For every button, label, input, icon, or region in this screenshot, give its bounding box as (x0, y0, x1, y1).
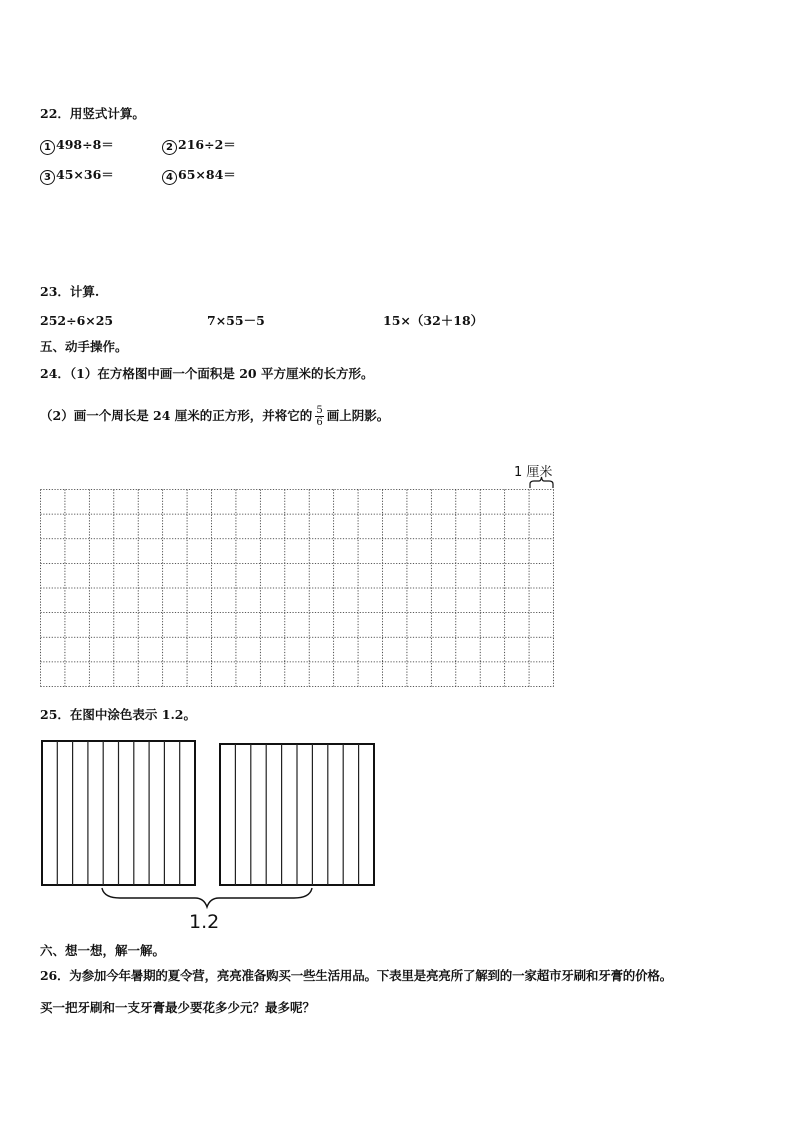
q22-expr-3: 45×36＝ (56, 167, 114, 182)
fraction-five-sixths (315, 405, 323, 428)
q22-expr-4: 65×84＝ (178, 167, 236, 182)
q23-expr-3: 15×（32＋18） (383, 313, 484, 328)
q22-title: 22．用竖式计算。 (40, 106, 145, 121)
section-5-heading: 五、动手操作。 (40, 339, 128, 354)
decimal-box-left[interactable] (41, 740, 196, 886)
curly-brace-icon (100, 886, 314, 908)
q26-line1: 26．为参加今年暑期的夏令营，亮亮准备购买一些生活用品。下表里是亮亮所了解到的一家超市牙刷和牙膏的价格。 (40, 968, 672, 983)
circled-number-1: 1 (40, 140, 55, 155)
q22-expr-2: 216÷2＝ (178, 137, 236, 152)
q23-expr-1: 252÷6×25 (40, 313, 114, 328)
q24-part2-tail: 画上阴影。 (326, 408, 390, 423)
circled-number-3: 3 (40, 170, 55, 185)
q24-part1: 24．（1）在方格图中画一个面积是 20 平方厘米的长方形。 (40, 366, 374, 381)
q26-line2: 买一把牙刷和一支牙膏最少要花多少元？最多呢？ (40, 1000, 316, 1015)
q22-item-3 (40, 167, 114, 185)
circled-number-4: 4 (162, 170, 177, 185)
q22-item-4 (162, 167, 236, 185)
grid-unit-label: 1 厘米 (514, 465, 553, 480)
q22-expr-1: 498÷8＝ (56, 137, 114, 152)
q23-expr-2: 7×55－5 (207, 313, 265, 328)
fraction-denominator: 6 (316, 417, 323, 428)
decimal-box-right[interactable] (219, 743, 375, 886)
unit-brace-icon (529, 476, 555, 490)
q24-part2-text: （2）画一个周长是 24 厘米的正方形，并将它的 (40, 408, 313, 423)
q22-item-1 (40, 137, 114, 155)
q22-item-2 (162, 137, 236, 155)
circled-number-2: 2 (162, 140, 177, 155)
square-grid[interactable] (40, 489, 554, 687)
fraction-numerator: 5 (316, 405, 323, 416)
q25-title: 25．在图中涂色表示 1.2。 (40, 707, 196, 722)
brace-label: 1.2 (189, 911, 220, 933)
section-6-heading: 六、想一想，解一解。 (40, 943, 166, 958)
q23-title: 23．计算. (40, 284, 100, 299)
q24-part2 (40, 405, 389, 428)
